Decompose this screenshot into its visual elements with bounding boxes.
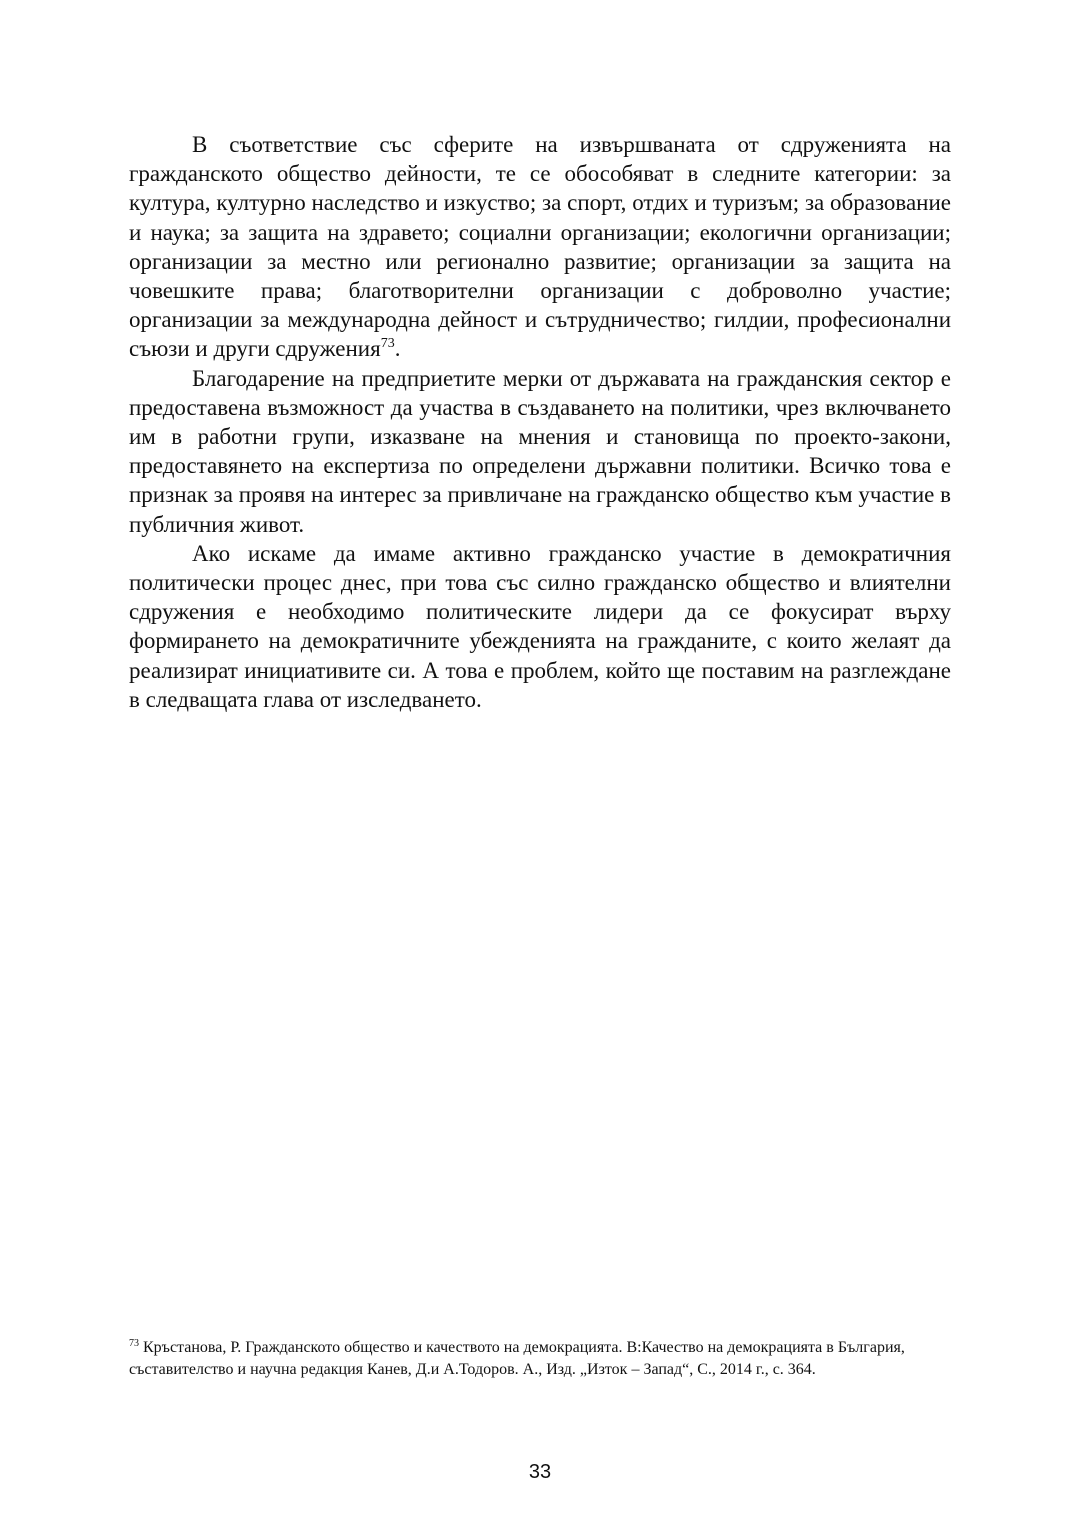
footnote-area <box>129 1337 951 1381</box>
paragraph-1 <box>129 130 951 364</box>
footnote-number: 73 <box>129 1338 139 1349</box>
body-text <box>129 130 951 714</box>
page-number: 33 <box>528 1461 552 1483</box>
footnote-text: Кръстанова, Р. Гражданското общество и качеството на демокрацията. В:Качество на демокрацията в България, съставителство и научна редакция Канев, Д.и А.Тодоров. А., Изд. „Изток – Запад“, С., 2014 г., с. 364. <box>129 1339 905 1378</box>
paragraph-1-text: В съответствие със сферите на извършваната от сдруженията на гражданското общество дейности, те се обособяват в следните категории: за култура, културно наследство и изкуство; за спорт, отдих и туризъм; за образование и наука; за защита на здравето; социални организации; екологични организации; организации за местно или регионално развитие; организации за защита на човешките права; благотворителни организации с доброволно участие; организации за международна дейност и сътрудничество; гилдии, професионални съюзи и други сдружения <box>129 132 951 362</box>
paragraph-3: Ако искаме да имаме активно гражданско участие в демократичния политически процес днес, при това със силно гражданско общество и влиятелни сдружения е необходимо политическите лидери да се фокусират върху формирането на демократичните убежденията на гражданите, с които желаят да реализират инициативите си. А това е проблем, който ще поставим на разглеждане в следващата глава от изследването. <box>129 540 951 712</box>
footnote-reference[interactable]: 73 <box>380 336 395 352</box>
paragraph-1-end: . <box>394 336 401 362</box>
footnote-73 <box>129 1337 951 1381</box>
paragraph-2: Благодарение на предприетите мерки от държавата на гражданския сектор е предоставена възможност да участва в създаването на политики, чрез включването им в работни групи, изказване на мнения и становища по проекто-закони, предоставянето на експертиза по определени държавни политики. Всичко това е признак за проявя на интерес за привличане на гражданско общество към участие в публичния живот. <box>129 365 951 537</box>
